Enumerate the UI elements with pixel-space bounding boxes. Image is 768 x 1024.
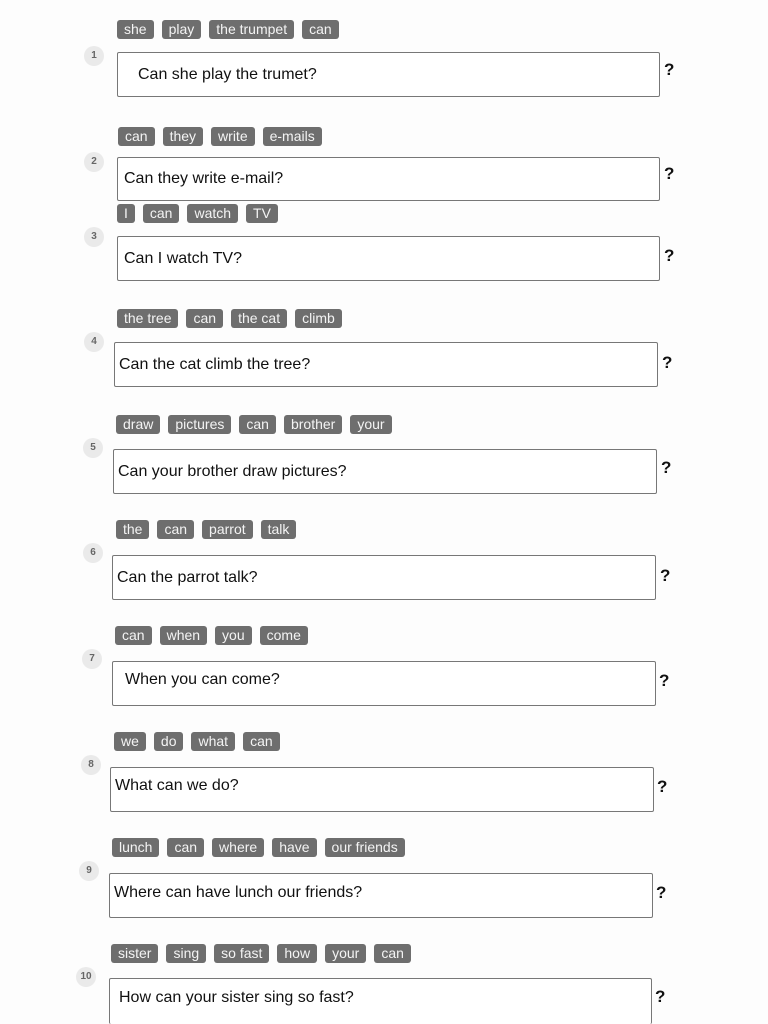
word-bank xyxy=(118,127,322,146)
word-chip: brother xyxy=(284,415,342,434)
word-chip: when xyxy=(160,626,207,645)
word-chip: e-mails xyxy=(263,127,322,146)
exercise-number: 4 xyxy=(84,332,104,352)
answer-field[interactable]: Can I watch TV? xyxy=(117,236,660,281)
word-chip: can xyxy=(186,309,223,328)
word-chip: have xyxy=(272,838,316,857)
word-chip: the tree xyxy=(117,309,178,328)
word-chip: how xyxy=(277,944,317,963)
word-chip: you xyxy=(215,626,252,645)
word-chip: climb xyxy=(295,309,342,328)
word-chip: so fast xyxy=(214,944,269,963)
word-chip: your xyxy=(325,944,366,963)
word-chip: our friends xyxy=(325,838,405,857)
word-chip: parrot xyxy=(202,520,253,539)
answer-field[interactable]: Can the cat climb the tree? xyxy=(114,342,658,387)
question-mark: ? xyxy=(661,458,672,477)
answer-field[interactable]: Where can have lunch our friends? xyxy=(109,873,653,918)
word-chip: write xyxy=(211,127,255,146)
word-chip: do xyxy=(154,732,184,751)
word-bank xyxy=(116,520,296,539)
word-bank xyxy=(117,309,342,328)
question-mark: ? xyxy=(664,164,675,183)
exercise-number: 1 xyxy=(84,46,104,66)
word-chip: draw xyxy=(116,415,160,434)
word-chip: sing xyxy=(166,944,206,963)
word-bank xyxy=(117,204,278,223)
exercise-number: 5 xyxy=(83,438,103,458)
word-chip: lunch xyxy=(112,838,159,857)
question-mark: ? xyxy=(664,60,675,79)
word-bank xyxy=(111,944,411,963)
answer-field[interactable]: What can we do? xyxy=(110,767,654,812)
answer-field[interactable]: Can they write e-mail? xyxy=(117,157,660,201)
word-chip: watch xyxy=(187,204,238,223)
answer-field[interactable]: Can your brother draw pictures? xyxy=(113,449,657,494)
word-bank xyxy=(114,732,280,751)
exercise-number: 8 xyxy=(81,755,101,775)
question-mark: ? xyxy=(659,671,670,690)
question-mark: ? xyxy=(655,987,666,1006)
word-chip: can xyxy=(143,204,180,223)
word-chip: play xyxy=(162,20,202,39)
answer-field[interactable]: How can your sister sing so fast? xyxy=(109,978,652,1024)
word-chip: can xyxy=(115,626,152,645)
word-chip: can xyxy=(157,520,194,539)
question-mark: ? xyxy=(660,566,671,585)
word-chip: where xyxy=(212,838,264,857)
word-chip: the xyxy=(116,520,149,539)
word-chip: I xyxy=(117,204,135,223)
word-chip: the trumpet xyxy=(209,20,294,39)
exercise-number: 10 xyxy=(76,967,96,987)
word-bank xyxy=(112,838,405,857)
word-chip: can xyxy=(374,944,411,963)
word-chip: talk xyxy=(261,520,297,539)
word-bank xyxy=(116,415,392,434)
word-chip: TV xyxy=(246,204,278,223)
word-chip: she xyxy=(117,20,154,39)
word-chip: can xyxy=(302,20,339,39)
exercise-number: 7 xyxy=(82,649,102,669)
word-chip: the cat xyxy=(231,309,287,328)
word-chip: sister xyxy=(111,944,158,963)
question-mark: ? xyxy=(662,353,673,372)
word-chip: what xyxy=(191,732,235,751)
word-chip: can xyxy=(167,838,204,857)
word-chip: we xyxy=(114,732,146,751)
answer-field[interactable]: Can the parrot talk? xyxy=(112,555,656,600)
exercise-number: 9 xyxy=(79,861,99,881)
word-chip: can xyxy=(239,415,276,434)
exercise-number: 2 xyxy=(84,152,104,172)
word-bank xyxy=(117,20,339,39)
word-chip: your xyxy=(350,415,391,434)
word-chip: pictures xyxy=(168,415,231,434)
word-chip: they xyxy=(163,127,203,146)
word-chip: come xyxy=(260,626,308,645)
question-mark: ? xyxy=(664,246,675,265)
answer-field[interactable]: When you can come? xyxy=(112,661,656,706)
exercise-number: 3 xyxy=(84,227,104,247)
word-chip: can xyxy=(118,127,155,146)
exercise-number: 6 xyxy=(83,543,103,563)
word-bank xyxy=(115,626,308,645)
answer-field[interactable]: Can she play the trumet? xyxy=(117,52,660,97)
question-mark: ? xyxy=(656,883,667,902)
question-mark: ? xyxy=(657,777,668,796)
word-chip: can xyxy=(243,732,280,751)
